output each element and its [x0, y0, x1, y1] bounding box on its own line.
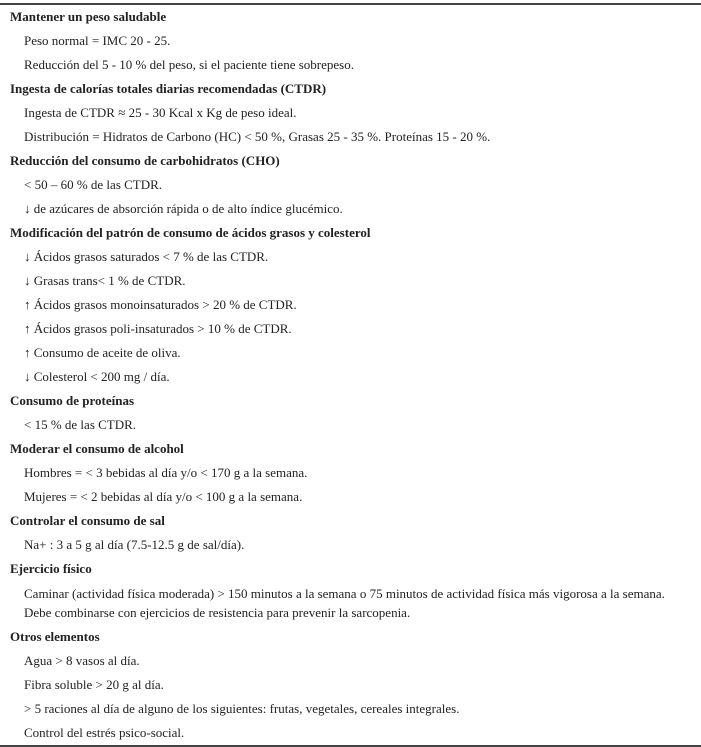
list-item: Fibra soluble > 20 g al día.: [24, 677, 164, 692]
section-heading: Otros elementos: [10, 629, 100, 644]
list-item: < 50 – 60 % de las CTDR.: [24, 177, 163, 192]
list-item: Agua > 8 vasos al día.: [24, 653, 140, 668]
list-item: Na+ : 3 a 5 g al día (7.5-12.5 g de sal/día).: [24, 537, 245, 552]
list-item: Mujeres = < 2 bebidas al día y/o < 100 g a la semana.: [24, 489, 303, 504]
list-item: ↓ Ácidos grasos saturados < 7 % de las CTDR.: [24, 249, 269, 264]
list-item: Control del estrés psico-social.: [24, 725, 185, 740]
list-item: Ingesta de CTDR ≈ 25 - 30 Kcal x Kg de peso ideal.: [24, 105, 297, 120]
list-item: ↑ Consumo de aceite de oliva.: [24, 345, 181, 360]
list-item-line: Debe combinarse con ejercicios de resistencia para prevenir la sarcopenia.: [24, 605, 411, 620]
list-item: Reducción del 5 - 10 % del peso, si el paciente tiene sobrepeso.: [24, 57, 354, 72]
section-heading: Mantener un peso saludable: [10, 9, 167, 24]
section-heading: Ingesta de calorías totales diarias recomendadas (CTDR): [10, 81, 327, 96]
list-item: < 15 % de las CTDR.: [24, 417, 137, 432]
list-item: > 5 raciones al día de alguno de los siguientes: frutas, vegetales, cereales integrales.: [24, 701, 460, 716]
list-item: [0, 581, 701, 625]
section-heading: Controlar el consumo de sal: [10, 513, 165, 528]
list-item-line: Caminar (actividad física moderada) > 150 minutos a la semana o 75 minutos de actividad física más vigorosa a la semana.: [24, 586, 665, 601]
list-item: ↓ Grasas trans< 1 % de CTDR.: [24, 273, 186, 288]
list-item: Distribución = Hidratos de Carbono (HC) < 50 %, Grasas 25 - 35 %. Proteínas 15 - 20 %.: [24, 129, 491, 144]
section-heading: Ejercicio físico: [10, 561, 92, 576]
list-item: ↓ Colesterol < 200 mg / día.: [24, 369, 170, 384]
list-item: Hombres = < 3 bebidas al día y/o < 170 g a la semana.: [24, 465, 308, 480]
section-heading: Reducción del consumo de carbohidratos (CHO): [10, 153, 280, 168]
list-item: ↑ Ácidos grasos monoinsaturados > 20 % de CTDR.: [24, 297, 297, 312]
list-item: ↑ Ácidos grasos poli-insaturados > 10 % de CTDR.: [24, 321, 292, 336]
section-heading: Moderar el consumo de alcohol: [10, 441, 184, 456]
section-heading: Modificación del patrón de consumo de ácidos grasos y colesterol: [10, 225, 371, 240]
section-heading: Consumo de proteínas: [10, 393, 135, 408]
list-item: ↓ de azúcares de absorción rápida o de alto índice glucémico.: [24, 201, 343, 216]
recommendations-table: [0, 3, 701, 747]
list-item: Peso normal = IMC 20 - 25.: [24, 33, 171, 48]
